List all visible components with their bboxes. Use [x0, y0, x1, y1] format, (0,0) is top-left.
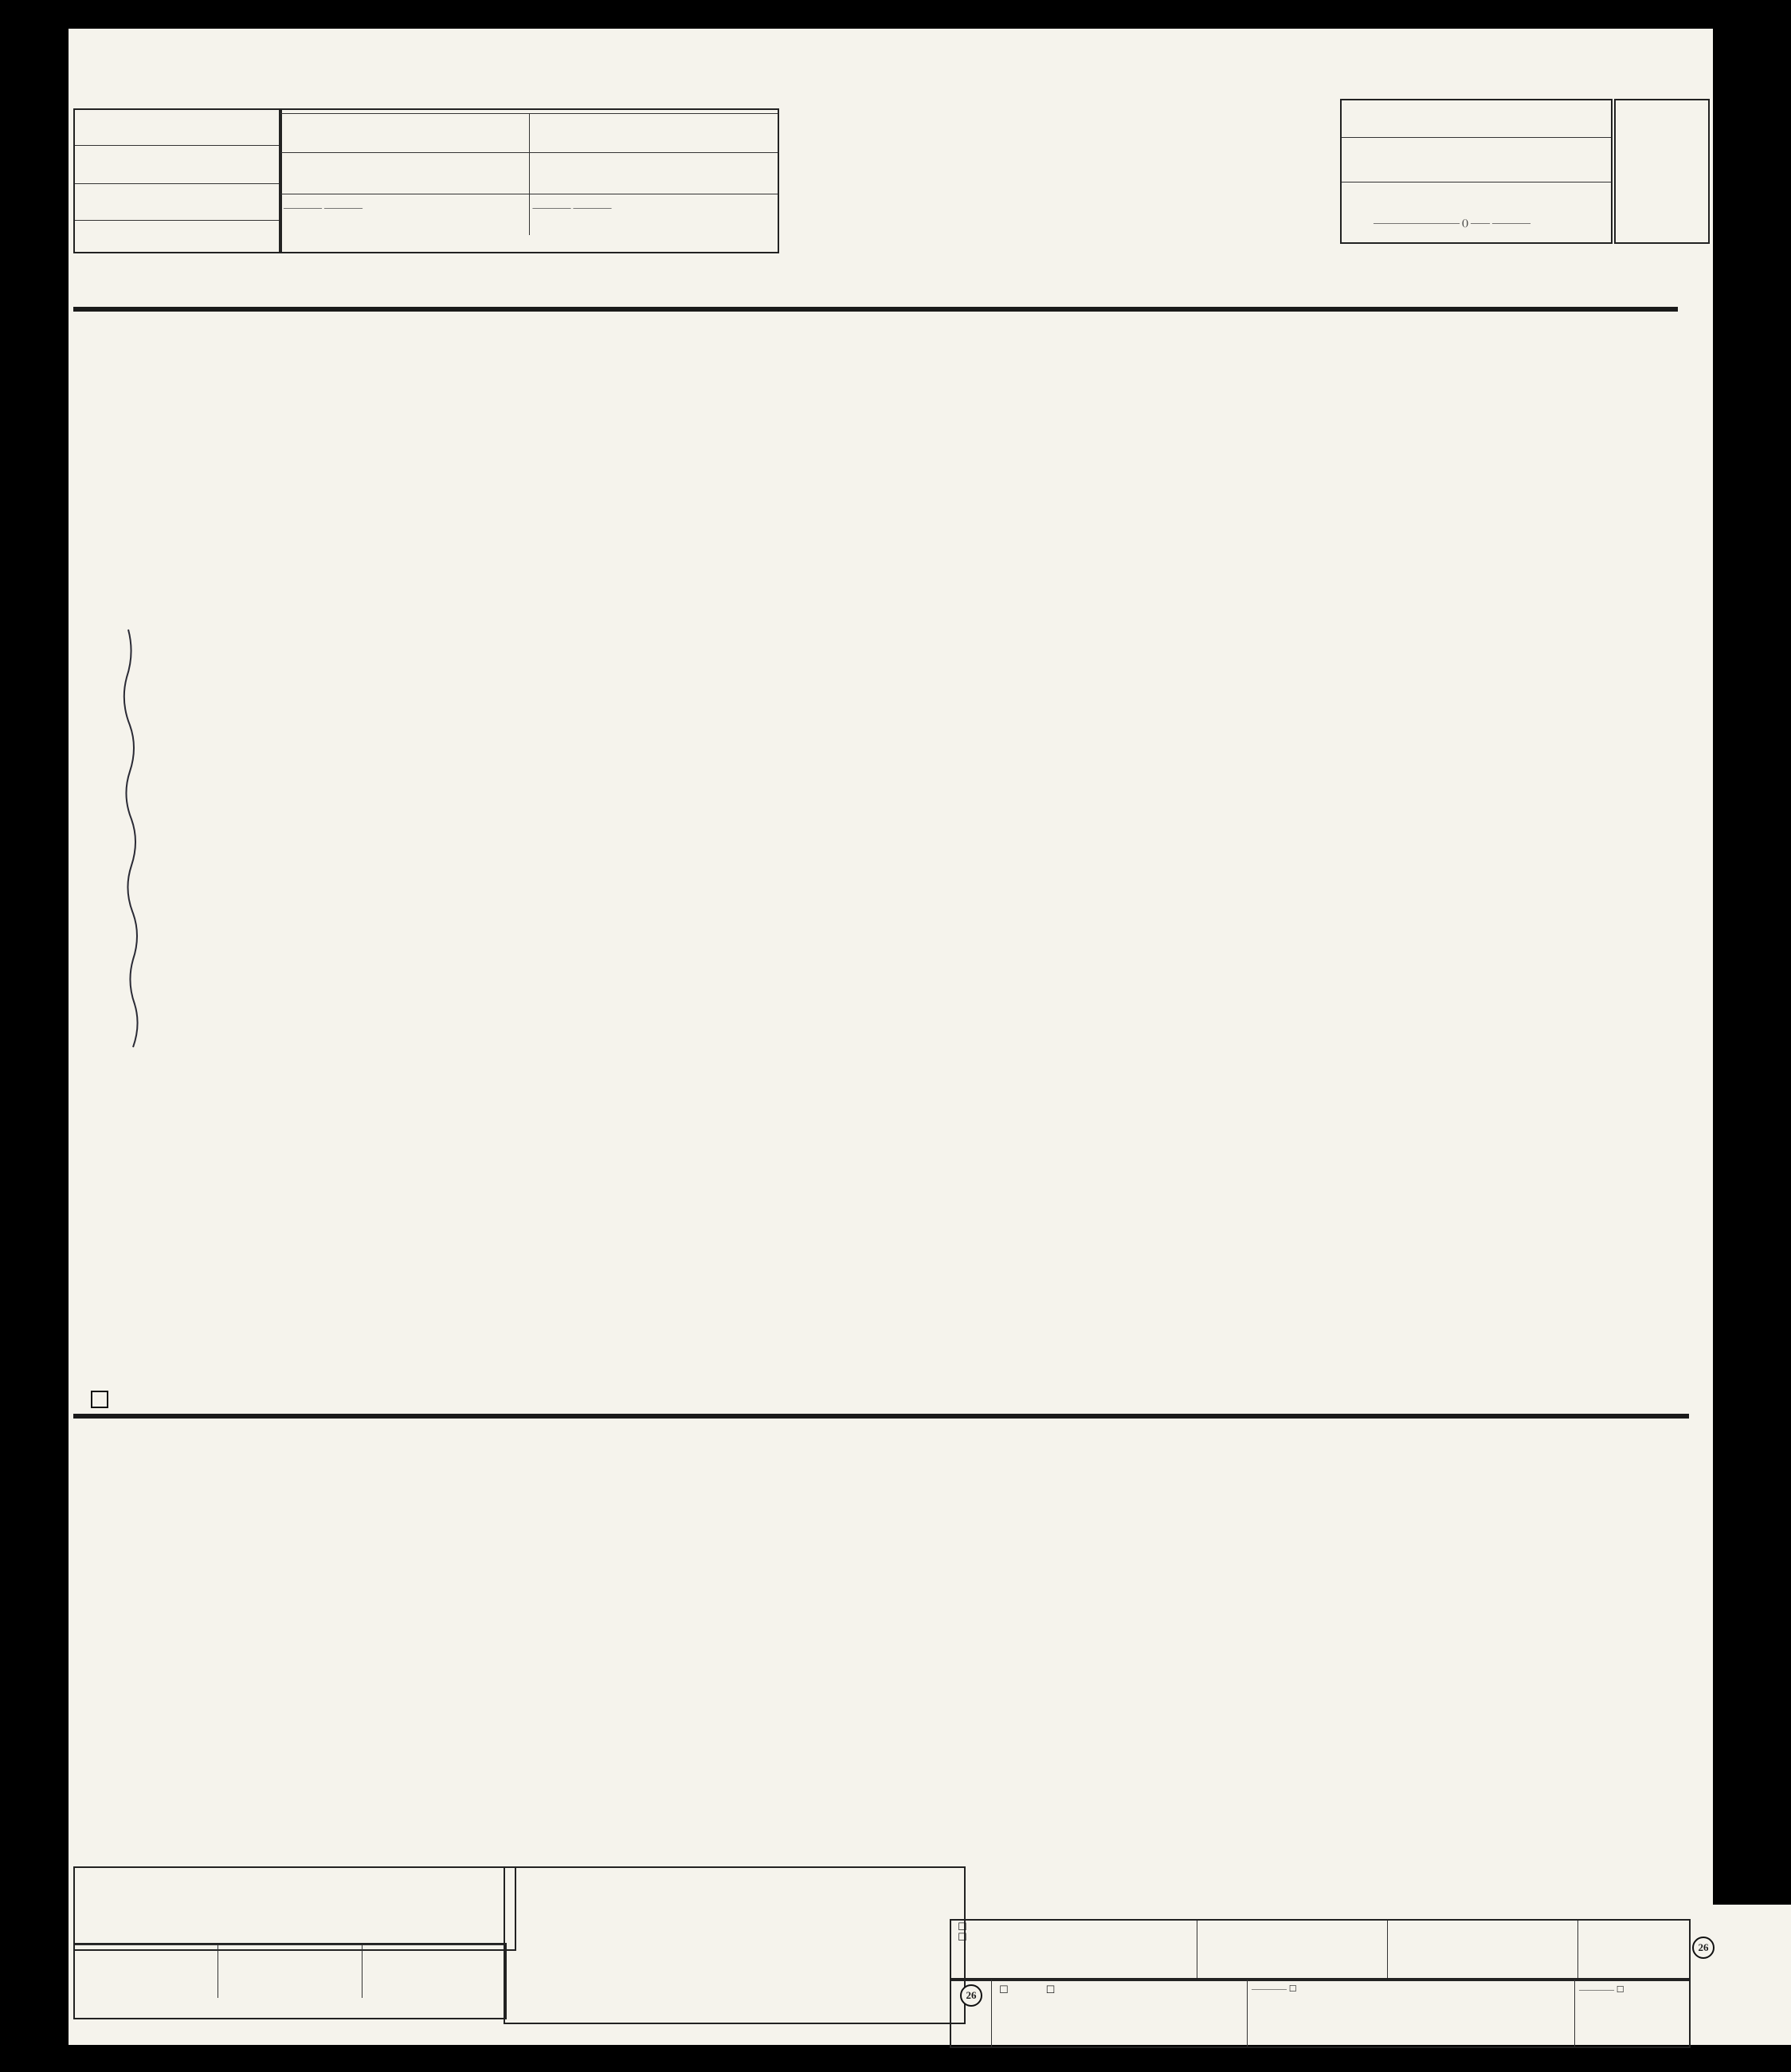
item36-yes[interactable]: ☐	[999, 1984, 1009, 1996]
item34-no[interactable]: ☐	[958, 1932, 967, 1944]
item37-less-checkbox[interactable]: ☐	[1288, 1984, 1297, 1994]
family-head-definition	[950, 1866, 1697, 1917]
crew-leader-row: ————————— () —— ————	[1374, 217, 1530, 228]
district-value1	[100, 1948, 216, 1952]
item35c-cell	[1578, 1921, 1689, 1980]
item38-cell: ———— ☐	[1579, 1985, 1624, 1995]
sheet-number-box	[1614, 99, 1710, 244]
sheet-number-label	[1616, 100, 1708, 104]
street-name-handwriting	[116, 622, 140, 1068]
district-value2	[252, 1947, 359, 1950]
confidential-block	[785, 102, 1303, 113]
item34-yes[interactable]: ☐	[958, 1921, 967, 1933]
sample-questions-table	[73, 1414, 1689, 1419]
grade-codes-box	[504, 1866, 966, 2024]
paper	[69, 29, 1713, 2045]
item38-none-checkbox[interactable]: ☐	[1616, 1985, 1624, 1995]
continued-checkbox[interactable]	[91, 1391, 108, 1408]
district-office-box	[73, 1943, 507, 2019]
district-col1	[75, 1945, 218, 1998]
item17-box	[73, 1866, 516, 1951]
item36-cell	[992, 1980, 1248, 2046]
item34-35-row	[950, 1919, 1691, 1981]
district-col3	[363, 1945, 505, 1998]
cont-cell: 26	[951, 1980, 992, 2046]
item37-cell: ———— ☐	[1248, 1980, 1575, 2046]
paper-edge-patch	[1713, 1905, 1791, 2045]
district-value3	[401, 1945, 504, 1948]
item36-38-row	[950, 1978, 1691, 2048]
hotel-linenos-label-2: ———— ————	[532, 202, 612, 213]
hotel-box	[279, 108, 779, 253]
sheet-number-value	[1617, 121, 1708, 134]
district-col2	[218, 1945, 362, 1998]
item36-no[interactable]: ☐	[1045, 1984, 1056, 1996]
item35b-cell	[1388, 1921, 1578, 1980]
population-table	[73, 307, 1678, 312]
place-box	[73, 108, 282, 253]
date-signature-box	[1340, 99, 1613, 244]
item35-line26-badge: 26	[1692, 1937, 1715, 1959]
item34-cell	[951, 1921, 1197, 1980]
confidential-text	[791, 102, 1166, 113]
item35a-cell	[1197, 1921, 1388, 1980]
continued-bar	[73, 1387, 1676, 1412]
hotel-linenos-label: ———— ————	[284, 202, 363, 213]
